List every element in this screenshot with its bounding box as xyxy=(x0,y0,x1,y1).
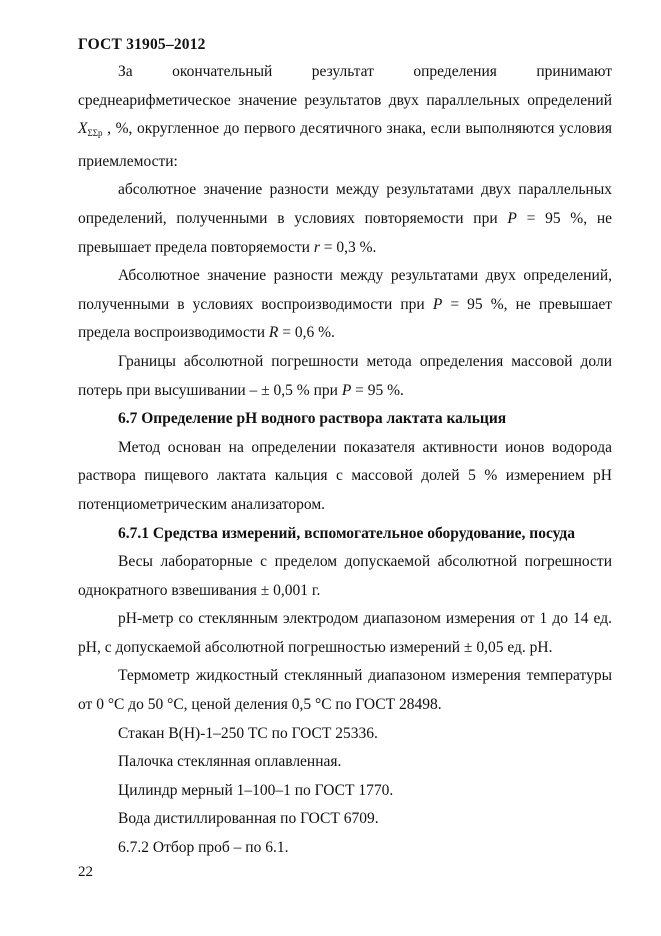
paragraph-sampling: 6.7.2 Отбор проб – по 6.1. xyxy=(118,839,289,857)
paragraph-scales: Весы лабораторные с пределом допускаемой абсолютной погрешности однократного взвешивания ± 0,001 г. xyxy=(78,553,612,599)
paragraph-glass-rod: Палочка стеклянная оплавленная. xyxy=(118,753,342,771)
paragraph-text: = 95 %, не превышает предела воспроизводимости xyxy=(78,295,613,342)
paragraph-ph-meter: pH-метр со стеклянным электродом диапазоном измерения от 1 до 14 ед. pH, с допускаемой абсолютной погрешностью измерений ± 0,05 ед. pH. xyxy=(78,610,612,656)
paragraph-text: = 0,6 %. xyxy=(278,324,335,342)
variable-p: P xyxy=(507,209,517,227)
variable-r: r xyxy=(313,238,320,256)
variable-capital-r: R xyxy=(268,324,279,342)
document-body xyxy=(78,58,612,863)
section-heading-6-7-1: 6.7.1 Средства измерений, вспомогательное оборудование, посуда xyxy=(118,524,576,542)
paragraph-text: Границы абсолютной погрешности метода определения массовой доли потерь при высушивании – ± 0,5 % при xyxy=(78,352,612,399)
paragraph-method: Метод основан на определении показателя активности ионов водорода раствора пищевого лактата кальция с массовой долей 5 % измерением pH потенциометрическим анализатором. xyxy=(78,438,612,513)
variable-p: P xyxy=(341,381,352,399)
paragraph-text: За окончательный результат определения принимают среднеарифметическое значение результатов двух параллельных определений xyxy=(78,63,612,109)
paragraph-reproducibility xyxy=(78,262,612,348)
paragraph-text: = 95 %, не превышает предела повторяемости xyxy=(78,209,613,256)
paragraph-text: , %, округленное до первого десятичного знака, если выполняются условия приемлемости: xyxy=(78,120,612,170)
paragraph-final-result xyxy=(78,58,612,176)
paragraph-beaker: Стакан В(Н)-1–250 ТС по ГОСТ 25336. xyxy=(118,724,378,742)
variable-subscript: ΣΣр xyxy=(87,128,103,139)
paragraph-cylinder: Цилиндр мерный 1–100–1 по ГОСТ 1770. xyxy=(118,781,394,799)
page-number: 22 xyxy=(78,864,93,880)
section-heading-6-7: 6.7 Определение pH водного раствора лактата кальция xyxy=(118,410,507,428)
paragraph-text: = 0,3 %. xyxy=(319,238,377,256)
paragraph-thermometer: Термометр жидкостный стеклянный диапазоном измерения температуры от 0 °С до 50 °С, ценой деления 0,5 °С по ГОСТ 28498. xyxy=(78,667,612,714)
document-header: ГОСТ 31905–2012 xyxy=(78,36,206,53)
variable-x: X xyxy=(78,120,88,138)
paragraph-text: абсолютное значение разности между результатами двух параллельных определений, полученными в условиях повторяемости при xyxy=(78,181,612,227)
paragraph-repeatability xyxy=(78,176,612,262)
paragraph-text: = 95 %. xyxy=(351,381,404,399)
paragraph-water: Вода дистиллированная по ГОСТ 6709. xyxy=(118,810,379,828)
paragraph-text: Абсолютное значение разности между результатами двух определений, полученными в условиях воспроизводимости при xyxy=(78,267,612,313)
paragraph-error-bounds xyxy=(78,348,612,405)
variable-p: P xyxy=(432,295,443,313)
